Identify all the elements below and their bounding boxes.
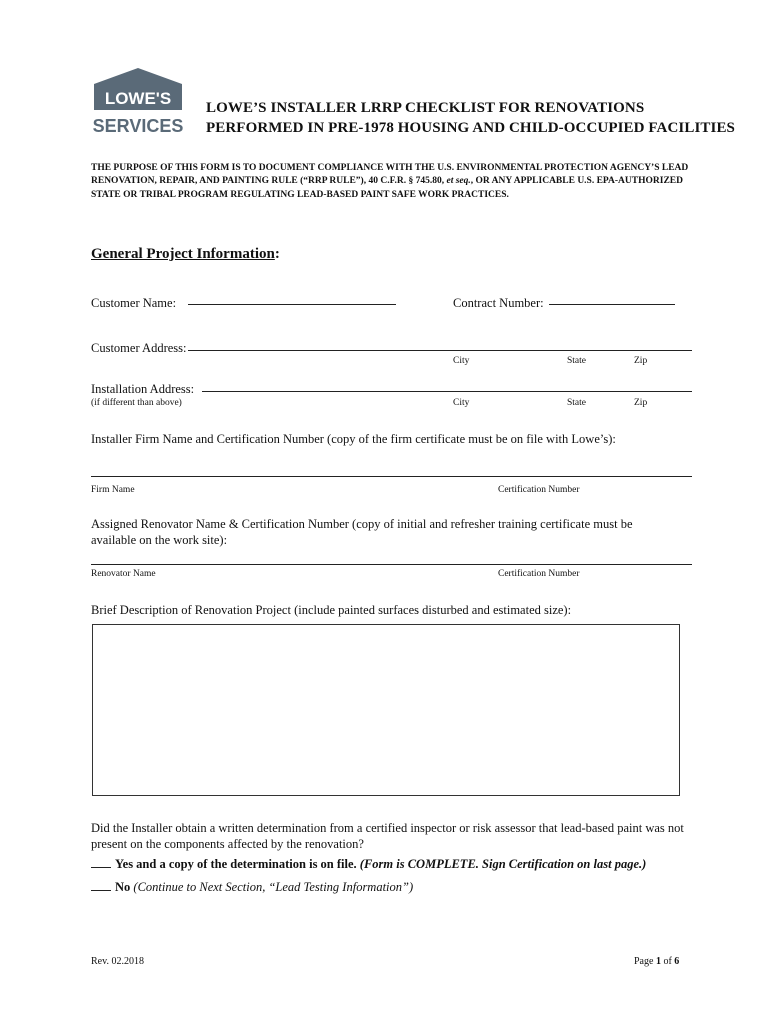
if-different-note: (if different than above) [91,398,182,408]
section-heading-text: General Project Information [91,246,275,262]
installation-state-label: State [567,398,586,408]
customer-city-label: City [453,356,470,366]
firm-name-caption: Firm Name [91,485,135,495]
renovator-certification-caption: Certification Number [498,569,580,579]
installer-firm-label: Installer Firm Name and Certification Number (copy of the firm certificate must be on file with Lowe’s): [91,432,616,446]
renovator-label [91,516,633,548]
section-heading-colon: : [274,246,280,262]
renovator-name-caption: Renovator Name [91,569,156,579]
page-prefix: Page [634,956,656,967]
purpose-part-2: , OR ANY APPLICABLE U.S. EPA-AUTHORIZED STATE OR TRIBAL PROGRAM REGULATING LEAD-BASED PAINT SAFE WORK PRACTICES. [91,176,683,200]
no-option-note: (Continue to Next Section, “Lead Testing Information”) [133,880,414,894]
contract-number-label: Contract Number: [453,296,544,310]
renovator-label-line-2: available on the work site): [91,533,228,547]
logo-sub-text: SERVICES [92,116,184,136]
yes-option-note: (Form is COMPLETE. Sign Certification on last page.) [359,857,647,871]
renovator-field[interactable] [91,564,692,565]
customer-name-field[interactable] [188,304,396,305]
contract-number-field[interactable] [549,304,675,305]
yes-option [91,857,646,872]
lowes-services-logo [90,66,186,136]
revision-label: Rev. 02.2018 [91,956,144,967]
page-total: 6 [674,956,680,967]
description-label: Brief Description of Renovation Project (include painted surfaces disturbed and estimated size): [91,603,572,617]
title-line-2: PERFORMED IN PRE-1978 HOUSING AND CHILD-OCCUPIED FACILITIES [206,120,735,136]
description-box[interactable] [92,624,680,796]
customer-name-label: Customer Name: [91,296,177,310]
no-option-label: No [115,880,131,894]
yes-checkbox-blank[interactable] [91,867,111,868]
customer-address-field[interactable] [188,350,692,351]
customer-address-label: Customer Address: [91,341,187,355]
installer-firm-field[interactable] [91,476,692,477]
section-heading [91,246,280,263]
page-of: of [660,956,675,967]
logo-brand-text: LOWE'S [104,89,172,108]
installation-address-label: Installation Address: [91,382,195,396]
renovator-label-line-1: Assigned Renovator Name & Certification Number (copy of initial and refresher training certificate must be [91,517,633,531]
page-number [634,956,679,967]
purpose-italic: et seq. [446,176,471,187]
customer-zip-label: Zip [634,356,648,366]
lead-determination-question: Did the Installer obtain a written determination from a certified inspector or risk assessor that lead-based paint was not present on the components affected by the renovation? [91,821,684,851]
title-line-1: LOWE’S INSTALLER LRRP CHECKLIST FOR RENOVATIONS [206,100,645,116]
installation-zip-label: Zip [634,398,648,408]
purpose-statement [91,162,691,202]
yes-option-label: Yes and a copy of the determination is on file. [115,857,357,871]
installation-address-field[interactable] [202,391,692,392]
customer-state-label: State [567,356,586,366]
page-title [206,98,735,138]
installation-city-label: City [453,398,470,408]
firm-certification-caption: Certification Number [498,485,580,495]
no-checkbox-blank[interactable] [91,890,111,891]
page-current: 1 [655,956,661,967]
no-option [91,880,413,895]
purpose-part-1: THE PURPOSE OF THIS FORM IS TO DOCUMENT COMPLIANCE WITH THE U.S. ENVIRONMENTAL PROTECTION AGENCY’S LEAD RENOVATION, REPAIR, AND PAINTING RULE (“RRP RULE”), 40 C.F.R. § 745.80, [91,163,689,187]
